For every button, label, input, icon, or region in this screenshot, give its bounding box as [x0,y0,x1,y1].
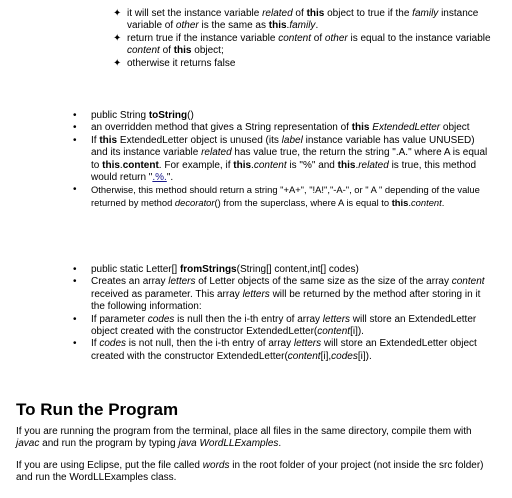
list-item [0,135,512,185]
list-item-text: otherwise it returns false [127,57,236,69]
paragraph-terminal: If you are running the program from the terminal, place all files in the same directory, compile them with javac and run the program by typing java WordLLExamples. [16,426,472,450]
paragraph-eclipse: If you are using Eclipse, put the file called words in the root folder of your project (not inside the src folder) and run the WordLLExamples class. [16,460,484,484]
bullet-icon: • [73,122,77,134]
list-item [0,264,512,276]
bullet-icon: • [73,264,77,275]
list-item [0,122,512,134]
list-item [0,276,512,313]
list-item-text: it will set the instance variable related of this object to true if the family instance variable of other is the same as this.family. [127,8,479,32]
list-item-text: return true if the instance variable content of other is equal to the instance variable content of this object; [127,32,491,57]
list-item-text: an overridden method that gives a String representation of this ExtendedLetter object [91,122,470,134]
sub-list-item [0,33,512,58]
section-heading: To Run the Program [16,400,179,419]
list-item-text: Otherwise, this method should return a string "+A+", "!A!","-A-", or " A " depending of the value returned by method decorator() from the superclass, where A is equal to this.content. [91,184,480,208]
list-item-text: If this ExtendedLetter object is unused (its label instance variable has value UNUSED) and its instance variable related has value true, the return the string ".A." where A is equal to this.content. For example, if this.content is "%" and this.related is true, this method would return ".%.". [91,134,488,184]
list-item-text: public String toString() [91,110,194,121]
list-item [0,184,512,209]
bullet-icon: • [73,184,77,196]
sub-bullet-list [0,8,512,70]
bullet-icon: • [73,134,77,146]
list-item-text: If parameter codes is null then the i-th entry of array letters will store an ExtendedLetter object created with the constructor ExtendedLetter(content[i]). [91,313,477,338]
list-item [0,338,512,363]
bullet-icon: ✦ [113,8,122,19]
list-item [0,314,512,339]
sub-list-item [0,8,512,33]
sub-list-item [0,58,512,70]
list-item-text: If codes is not null, then the i-th entry of array letters will store an ExtendedLetter object created with the constructor ExtendedLetter(content[i],codes[i]). [91,338,477,362]
bullet-icon: ✦ [113,32,122,44]
list-item-text: public static Letter[] fromStrings(String[] content,int[] codes) [91,264,359,275]
list-item [0,110,512,122]
bullet-icon: • [73,276,77,288]
bullet-icon: • [73,338,77,350]
fromstrings-section [0,264,512,363]
tostring-section [0,110,512,209]
bullet-icon: • [73,313,77,325]
list-item-text: Creates an array letters of Letter objects of the same size as the size of the array content received as parameter. This array letters will be returned by the method after storing in it the following information: [91,276,485,313]
bullet-icon: • [73,110,77,121]
bullet-icon: ✦ [113,57,122,69]
